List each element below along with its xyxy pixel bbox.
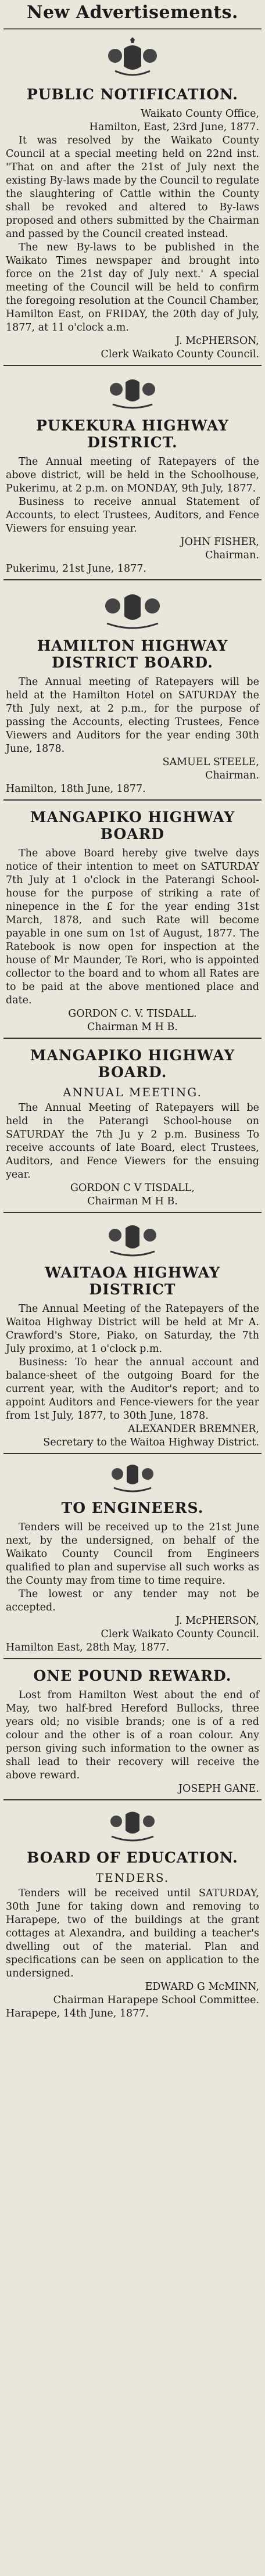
ad-title: WAITAOA HIGHWAY DISTRICT [45,1264,220,1298]
signature: J. McPHERSON, [176,1615,259,1627]
ad-date: Harapepe, 14th June, 1877. [6,2008,149,2019]
ad-reward [3,1659,262,1800]
ad-hamilton-highway [3,580,262,801]
signature-title: Chairman. [205,550,259,561]
signature-title: Clerk Waikato County Council. [101,349,259,360]
signature: GORDON C V TISDALL, [70,1182,195,1194]
dateline: Waikato County Office, [141,108,259,120]
signature: JOSEPH GANE. [178,1783,259,1795]
ad-paragraph: The Annual meeting of Ratepayers of the above district, will be held in the Schoolhouse, Pukerimu, at 2 p.m. on MONDAY, 9th July, 1877. [6,456,259,494]
ad-paragraph: The above Board hereby give twelve days notice of their intention to meet on SATURDAY 7th July at 1 o'clock in the Paterangi School-house for the purpose of striking a rate of ninepence in the £ for the year ending 31st March, 1878, and such Rate will become payable in one sum on 1st of August, 1877. The Ratebook is now open for inspection at the house of Mr Maunder, Te Rori, who is appointed collector to the board and to whom all Rates are to be paid at the above mentioned place and date. [6,848,259,1006]
ad-date: Pukerimu, 21st June, 1877. [6,563,146,575]
signature: EDWARD G McMINN, [145,1981,259,1993]
coat-of-arms-icon [92,37,173,82]
ad-paragraph: Tenders will be received up to the 21st June next, by the undersigned, on behalf of the Waikato County Council from Engineers qualified to plan and supervise all such works as the County may from time to time require. [6,1522,259,1587]
ad-paragraph: Business to receive annual Statement of Accounts, to elect Trustees, Auditors, and Fence Viewers for ensuing year. [6,496,259,534]
ad-engineers [3,1454,262,1659]
ad-title: PUBLIC NOTIFICATION. [27,86,238,103]
coat-of-arms-icon [92,1807,173,1846]
ad-paragraph: Business: To hear the annual account and balance-sheet of the outgoing Board for the current year, with the Auditor's report; and to appoint Auditors and Fence-viewers for the year from 1st July, 1877, to 30th June, 1878. [6,1357,259,1422]
signature: GORDON C. V. TISDALL. [68,1008,197,1020]
coat-of-arms-icon [86,587,179,634]
signature-title: Chairman M H B. [87,1196,178,1207]
ad-paragraph: Tenders will be received until SATURDAY, 30th June for taking down and removing to Harapepe, two of the buildings at the grant cottages at Alexandra, and building a teacher's dwelling out of the material. Plan and specifications can be seen on application to the undersigned. [6,1888,259,1979]
coat-of-arms-icon [92,1220,173,1261]
ad-paragraph: The Annual Meeting of the Ratepayers of the Waitoa Highway District will be held at Mr A. Crawford's Store, Piako, on Saturday, the 7th July proximo, at 1 o'clock p.m. [6,1303,259,1355]
ad-education [3,1800,262,2024]
coat-of-arms-icon [98,1461,167,1496]
dateline: Hamilton, East, 23rd June, 1877. [89,121,259,133]
newspaper-column [3,0,262,2024]
ad-public-notification [3,30,262,366]
signature: SAMUEL STEELE, [162,756,259,768]
ad-subtitle: ANNUAL MEETING. [63,1085,202,1099]
ad-title: ONE POUND REWARD. [33,1667,232,1684]
ad-subtitle: TENDERS. [95,1871,170,1885]
ad-pukekura [3,366,262,580]
ad-title: BOARD OF EDUCATION. [27,1849,238,1866]
ad-paragraph: The Annual meeting of Ratepayers will be held at the Hamilton Hotel on SATURDAY the 7th July next, at 2 p.m., for the purpose of passing the Accounts, electing Trustees, Fence Viewers and Auditors for the year ending 30th June, 1878. [6,676,259,755]
ad-title: PUKEKURA HIGHWAY DISTRICT. [36,417,229,451]
ad-paragraph: The lowest or any tender may not be accepted. [6,1588,259,1613]
ad-waitoa [3,1213,262,1454]
signature: J. McPHERSON, [176,335,259,347]
ad-title: MANGAPIKO HIGHWAY BOARD. [30,1047,235,1081]
page-title: New Advertisements. [3,1,262,30]
ad-date: Hamilton East, 28th May, 1877. [6,1642,170,1653]
ad-mangapiko-annual [3,1039,262,1213]
ad-title: MANGAPIKO HIGHWAY BOARD [30,809,235,842]
signature-title: Chairman Harapepe School Committee. [53,1994,259,2006]
ad-date: Hamilton, 18th June, 1877. [6,783,146,795]
signature-title: Chairman. [205,770,259,781]
ad-paragraph: The Annual Meeting of Ratepayers will be held in the Paterangi School-house on SATURDAY the 7th Ju y 2 p.m. Business To receive accounts of late Board, elect Trustees, Auditors, and Fence Viewers for the ensuing year. [6,1102,259,1181]
signature-title: Secretary to the Waitoa Highway District. [43,1437,259,1448]
ad-title: HAMILTON HIGHWAY DISTRICT BOARD. [37,637,228,671]
ad-mangapiko-rate [3,801,262,1039]
ad-paragraph: The new By-laws to be published in the Waikato Times newspaper and brought into force on the 21st day of July next.' A special meeting of the Council will be held to confirm the foregoing resolution at the Council Chamber, Hamilton East, on FRIDAY, the 20th day of July, 1877, at 11 o'clock a.m. [6,242,259,333]
signature: JOHN FISHER, [180,536,259,548]
coat-of-arms-icon [92,373,173,414]
signature-title: Chairman M H B. [87,1021,178,1033]
signature-title: Clerk Waikato County Council. [101,1628,259,1640]
ad-paragraph: It was resolved by the Waikato County Council at a special meeting held on 22nd inst. "That on and after the 21st of July next the existing By-laws made by the Council to regulate the slaughtering of Cattle within the County shall be revoked and altered to By-laws proposed and others submitted by the Chairman and passed by the Council created instead. [6,135,259,240]
ad-title: TO ENGINEERS. [61,1499,204,1516]
signature: ALEXANDER BREMNER, [128,1423,259,1435]
ad-paragraph: Lost from Hamilton West about the end of May, two half-bred Hereford Bullocks, three years old; no visible brands; one is of a red colour and the other is of a roan colour. Any person giving such information to the owner as shall lead to their recovery will receive the above reward. [6,1689,259,1781]
